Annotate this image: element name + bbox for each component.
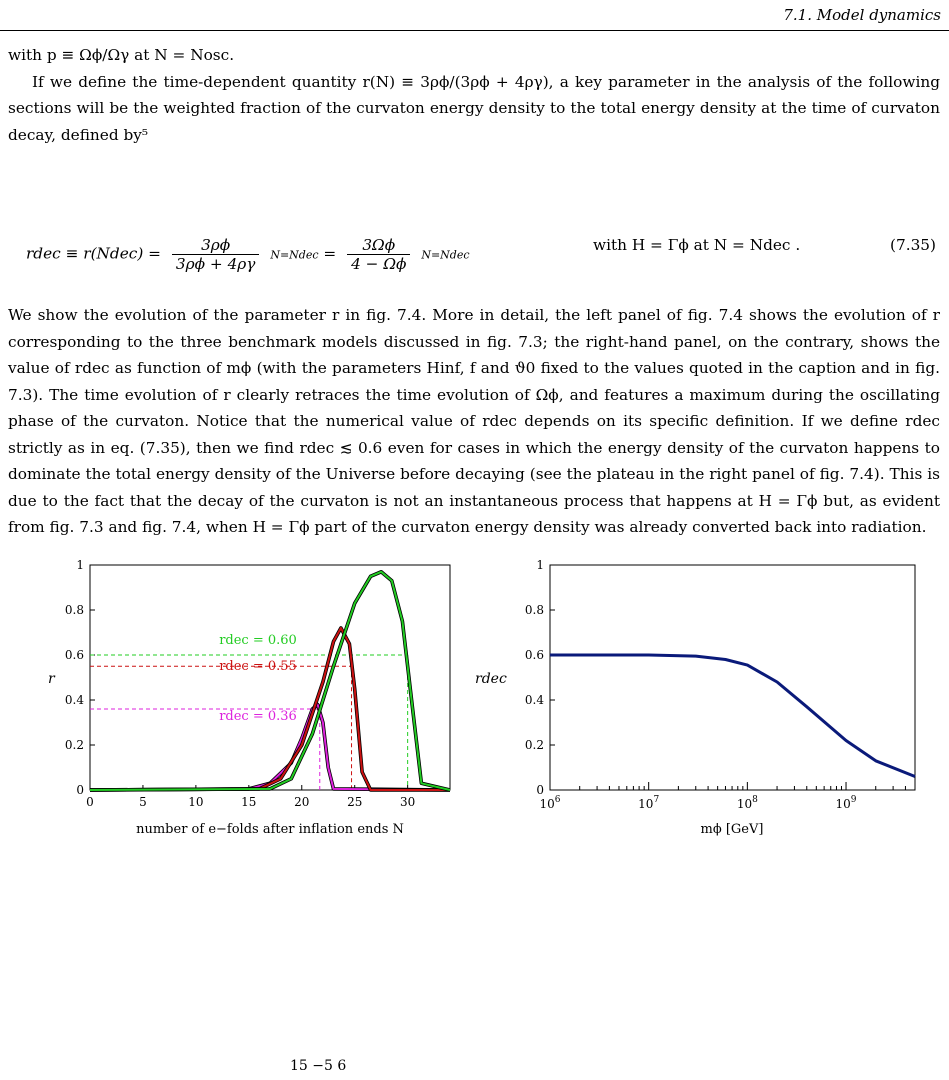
right-ylabel: rdec (475, 671, 507, 687)
left-xtick-label: 10 (188, 795, 204, 809)
paragraph-definition: If we define the time-dependent quantity r(N) ≡ 3ρϕ/(3ρϕ + 4ργ), a key parameter in the analysis of the following sections will be the weighted fraction of the curvaton energy density to the total energy density at the time of curvaton decay, defined by⁵ (8, 72, 940, 144)
right-ytick-label: 0.2 (524, 738, 544, 752)
right-xtick-label: $10^7$ (638, 795, 660, 811)
header-rule (0, 30, 949, 31)
left-xtick-label: 20 (294, 795, 310, 809)
right-xtick-label: $10^6$ (539, 795, 561, 811)
left-plot-r-evolution (40, 555, 470, 840)
annotation-rdec-036: rdec = 0.36 (219, 709, 297, 724)
left-ytick-label: 0.2 (64, 738, 84, 752)
equation-number: (7.35) (890, 236, 936, 254)
left-xlabel: number of e−folds after inflation ends N (136, 822, 404, 837)
eval-at-2: N=Ndec (421, 248, 470, 262)
right-ytick-label: 0.4 (524, 693, 544, 707)
left-ylabel: r (48, 671, 55, 687)
right-xtick-label: $10^9$ (835, 795, 857, 811)
body-text-main (8, 302, 940, 541)
body-text-top (8, 42, 940, 148)
series-line-navy (550, 655, 915, 777)
equation-lhs: rdec ≡ r(Ndec) = (26, 244, 161, 263)
right-ytick-label: 0.6 (524, 648, 544, 662)
eval-at-1: N=Ndec (270, 248, 319, 262)
right-ytick-label: 1 (536, 558, 544, 572)
series-outline-green (90, 572, 450, 790)
left-xtick-label: 15 (241, 795, 257, 809)
left-xtick-label: 25 (347, 795, 363, 809)
right-ytick-label: 0.8 (524, 603, 544, 617)
equation-body: rdec ≡ r(Ndec) = $\frac{3\rho\phi}{3\rho\phi + 4\rho\gamma}$ N=Ndec = $\frac{3\Omega\phi}{4 - \Omega\phi}$ N=Ndec (26, 236, 470, 273)
left-ytick-label: 0.4 (64, 693, 84, 707)
series-line-green (90, 572, 450, 790)
right-xlabel: mϕ [GeV] (700, 822, 764, 837)
annotation-rdec-055: rdec = 0.55 (219, 659, 297, 674)
right-plot-rdec-vs-mass (470, 555, 949, 840)
caption-fragment: 15 −5 6 (290, 1058, 347, 1074)
running-header: 7.1. Model dynamics (783, 6, 941, 24)
left-ytick-label: 0.6 (64, 648, 84, 662)
equation-condition: with H = Γϕ at N = Ndec . (593, 236, 801, 254)
annotation-rdec-060: rdec = 0.60 (219, 633, 297, 648)
frac1-den: 3ρϕ + 4ργ (175, 255, 256, 273)
paragraph-evolution: We show the evolution of the parameter r in fig. 7.4. More in detail, the left panel of fig. 7.4 shows the evolution of r corresponding to the three benchmark models discussed in fig. 7.3; the right-hand panel, on the contrary, shows the value of rdec as function of mϕ (with the parameters Hinf, f and ϑ0 fixed to the values quoted in the caption and in fig. 7.3). The time evolution of r clearly retraces the time evolution of Ωϕ, and features a maximum during the oscillating phase of the curvaton. Notice that the numerical value of rdec depends on its specific definition. If we define rdec strictly as in eq. (7.35), then we find rdec ≲ 0.6 even for cases in which the energy density of the curvaton happens to dominate the total energy density of the Universe before decaying (see the plateau in the right panel of fig. 7.4). This is due to the fact that the decay of the curvaton is not an instantaneous process that happens at H = Γϕ but, as evident from fig. 7.3 and fig. 7.4, when H = Γϕ part of the curvaton energy density was already converted back into radiation. (8, 306, 940, 536)
line-with-p: with p ≡ Ωϕ/Ωγ at N = Nosc. (8, 46, 235, 64)
left-xtick-label: 30 (400, 795, 416, 809)
right-plot-frame (550, 565, 915, 790)
right-ytick-label: 0 (536, 783, 544, 797)
left-xtick-label: 5 (139, 795, 147, 809)
right-xtick-label: $10^8$ (736, 795, 758, 811)
frac2-num: 3Ωϕ (347, 236, 410, 255)
frac2-den: 4 − Ωϕ (351, 255, 407, 273)
left-ytick-label: 0.8 (64, 603, 84, 617)
equation-7-35 (8, 220, 940, 280)
left-xtick-label: 0 (86, 795, 94, 809)
left-ytick-label: 1 (76, 558, 84, 572)
left-ytick-label: 0 (76, 783, 84, 797)
frac1-num: 3ρϕ (172, 236, 260, 255)
